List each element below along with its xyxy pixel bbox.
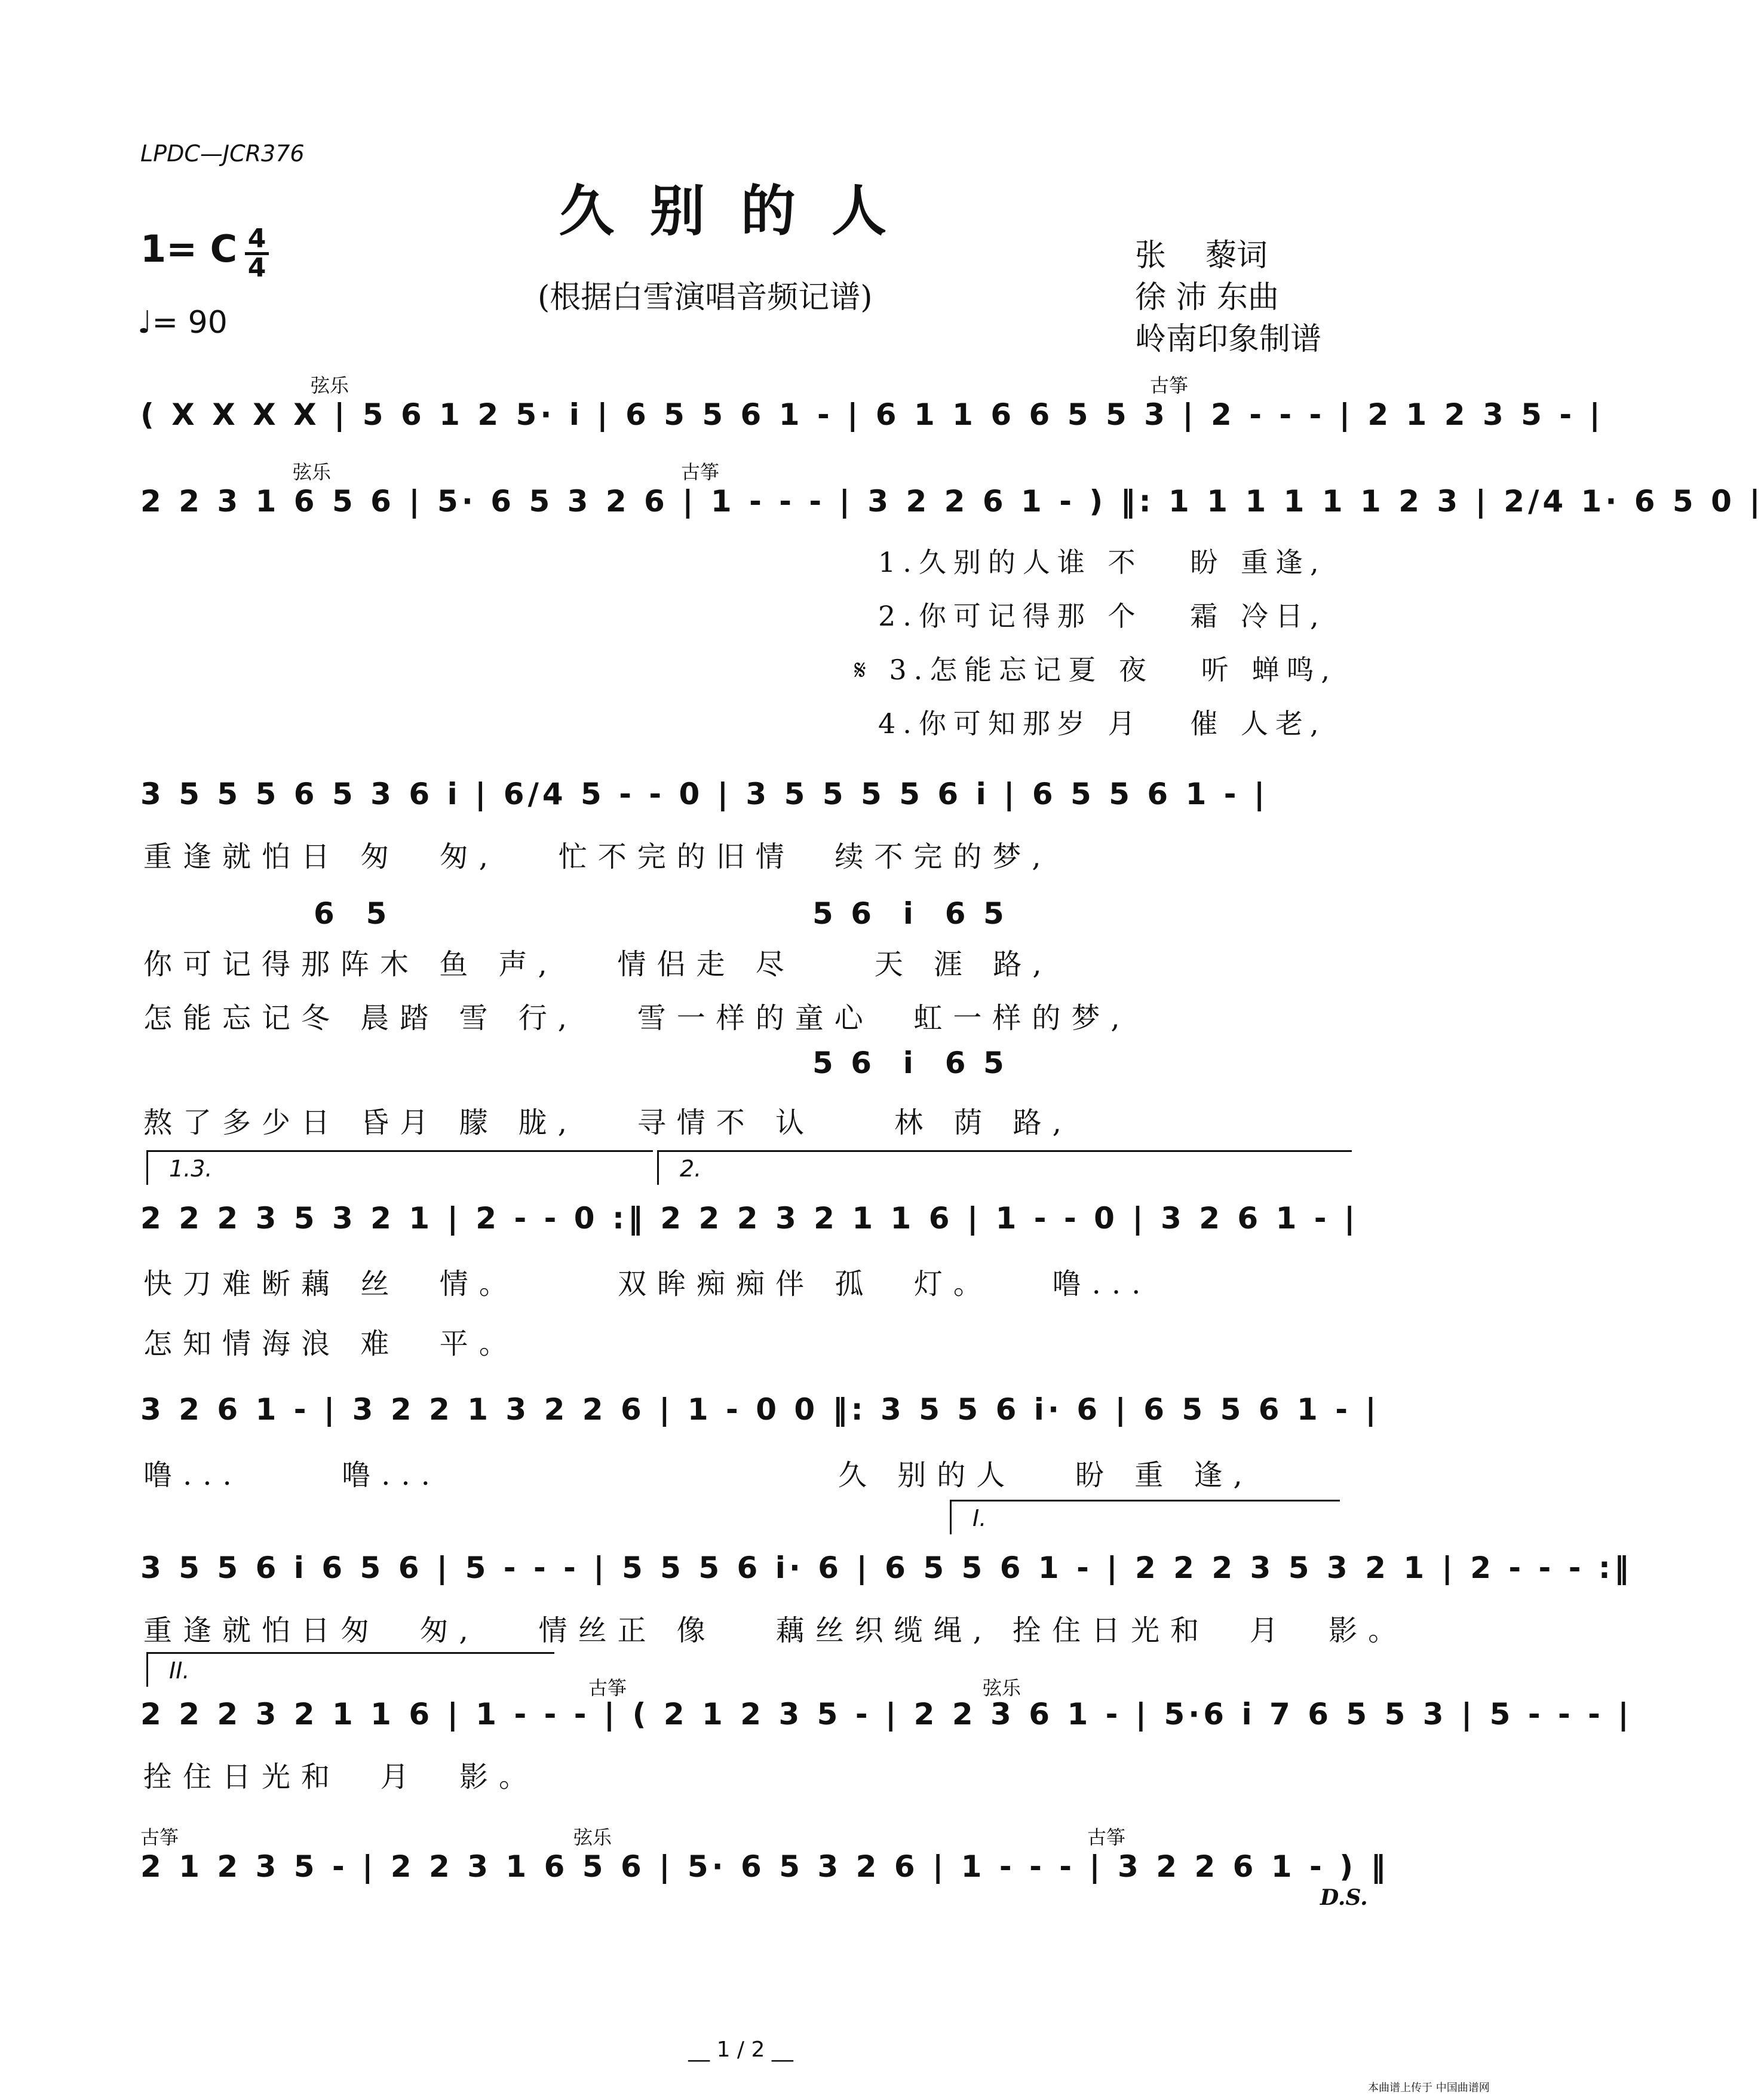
notation-system-5: 3 2 6 1 - | 3 2 2 1 3 2 2 6 | 1 - 0 0 ‖: 3 5 5 6 i· 6 | 6 5 5 6 1 - | [140,1392,1380,1427]
volta-bracket-4: II. [146,1652,554,1687]
instrument-label-strings: 弦乐 [311,374,349,397]
alt-notation: 5 6 i 6 5 [812,896,1008,931]
lyricist-credit: 张 藜词 [1135,238,1268,274]
lyric-line: 熬了多少日 昏月 朦 胧, 寻情不 认 林 荫 路, [143,1106,1072,1139]
arranger-credit: 岭南印象制谱 [1135,321,1322,357]
page-title: 久别的人 [559,179,922,243]
time-signature: 4 4 [245,227,269,280]
lyric-line: 拴住日光和 月 影。 [143,1760,539,1794]
volta-bracket-3: I. [950,1500,1340,1534]
composer-credit: 徐 沛 东曲 [1135,280,1280,315]
instrument-label-strings: 弦乐 [983,1677,1021,1699]
volta-bracket-1: 1.3. [146,1150,653,1185]
instrument-label-strings: 弦乐 [573,1826,612,1849]
notation-system-4: 2 2 2 3 5 3 2 1 | 2 - - 0 :‖ 2 2 2 3 2 1 1 6 | 1 - - 0 | 3 2 6 1 - | [140,1201,1359,1236]
key-signature: 1= C [140,227,238,271]
alt-notation: 6 5 [314,896,391,931]
instrument-label-guzheng: 古筝 [140,1826,179,1849]
volta-bracket-2: 2. [657,1150,1352,1185]
lyric-line: 重逢就怕日 匆 匆, 忙不完的旧情 续不完的梦, [143,840,1052,874]
notation-system-3: 3 5 5 5 6 5 3 6 i | 6/4 5 - - 0 | 3 5 5 5 5 6 i | 6 5 5 6 1 - | [140,777,1269,811]
instrument-label-guzheng: 古筝 [588,1677,627,1699]
notation-system-1: ( X X X X | 5 6 1 2 5· i | 6 5 5 6 1 - | 6 1 1 6 6 5 5 3 | 2 - - - | 2 1 2 3 5 - | [140,397,1604,432]
lyric-line: 噜... 噜... 久 别的人 盼 重 逢, [143,1458,1253,1492]
notation-system-2: 2 2 3 1 6 5 6 | 5· 6 5 3 2 6 | 1 - - - | 3 2 2 6 1 - ) ‖: 1 1 1 1 1 1 2 3 | 2/4 1· 6 5 0 | [140,484,1764,519]
instrument-label-guzheng: 古筝 [1150,374,1189,397]
instrument-label-guzheng: 古筝 [681,461,720,483]
verse-line: 1.久别的人谁 不 盼 重逢, [878,546,1326,578]
notation-system-8: 2 1 2 3 5 - | 2 2 3 1 6 5 6 | 5· 6 5 3 2 6 | 1 - - - | 3 2 2 6 1 - ) ‖ [140,1849,1389,1884]
verse-line: 𝄋 3.怎能忘记夏 夜 听 蝉鸣, [854,654,1337,686]
instrument-label-guzheng: 古筝 [1087,1826,1126,1849]
notation-system-7: 2 2 2 3 2 1 1 6 | 1 - - - | ( 2 1 2 3 5 - | 2 2 3 6 1 - | 5·6 i 7 6 5 5 3 | 5 - - - | [140,1697,1633,1732]
page-number: __ 1 / 2 __ [688,2037,793,2062]
lyric-line: 怎能忘记冬 晨踏 雪 行, 雪一样的童心 虹一样的梦, [143,1001,1131,1035]
subtitle: (根据白雪演唱音频记谱) [538,280,873,315]
lyric-line: 你可记得那阵木 鱼 声, 情侣走 尽 天 涯 路, [143,948,1053,981]
instrument-label-strings: 弦乐 [293,461,332,483]
lyric-line: 怎知情海浪 难 平。 [143,1327,519,1360]
verse-line: 4.你可知那岁 月 催 人老, [878,707,1326,740]
lyric-line: 重逢就怕日匆 匆, 情丝正 像 藕丝织缆绳, 拴住日光和 月 影。 [143,1614,1408,1647]
notation-system-6: 3 5 5 6 i 6 5 6 | 5 - - - | 5 5 5 6 i· 6 | 6 5 5 6 1 - | 2 2 2 3 5 3 2 1 | 2 - - - :‖ [140,1550,1633,1585]
upload-credit: 本曲谱上传于 中国曲谱网 [1368,2082,1490,2094]
score-code: LPDC—JCR376 [140,140,305,167]
verse-line: 2.你可记得那 个 霜 冷日, [878,600,1326,632]
alt-notation: 5 6 i 6 5 [812,1046,1008,1080]
tempo-marking: ♩= 90 [137,305,228,341]
dal-segno-marking: D.S. [1320,1885,1368,1910]
lyric-line: 快刀难断藕 丝 情。 双眸痴痴伴 孤 灯。 噜... [143,1267,1152,1301]
